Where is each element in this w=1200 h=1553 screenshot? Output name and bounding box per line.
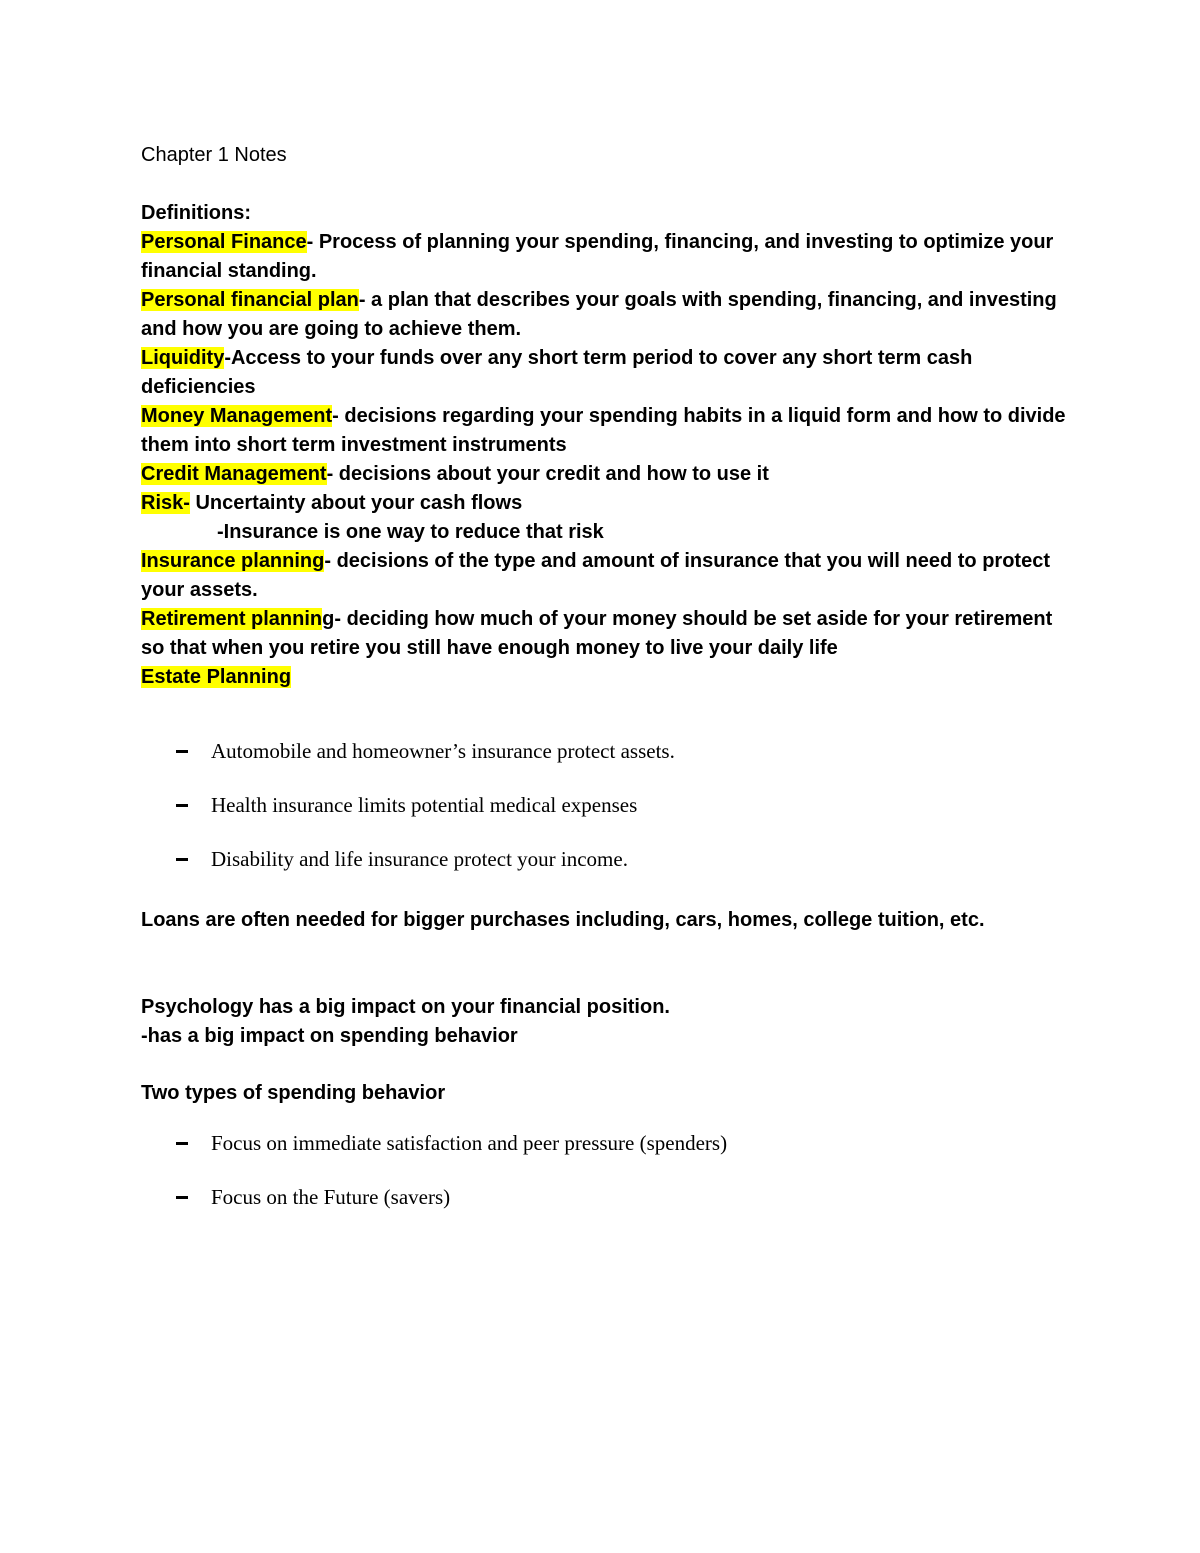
definition-text: - decisions of the type and amount of insurance that you will need to protect your assets. [141, 550, 1050, 601]
psychology-subline: -has a big impact on spending behavior [141, 1025, 518, 1047]
definition-liquidity [141, 344, 1071, 402]
definition-risk [141, 489, 1071, 518]
definition-term: Credit Management [141, 463, 327, 485]
spending-types-heading: Two types of spending behavior [141, 1082, 446, 1104]
page-title: Chapter 1 Notes [141, 144, 287, 166]
definition-text: - a plan that describes your goals with spending, financing, and investing and how you are going to achieve them. [141, 289, 1057, 340]
definition-term: Insurance planning [141, 550, 325, 572]
psychology-line: Psychology has a big impact on your financial position. [141, 996, 670, 1018]
dash-bullet-icon [176, 858, 188, 861]
definition-term-tail: g [322, 608, 335, 630]
definition-term: Estate Planning [141, 666, 292, 688]
list-item-text: Automobile and homeowner’s insurance protect assets. [211, 739, 675, 763]
list-item [141, 791, 1071, 845]
definition-retirement-planning [141, 605, 1071, 663]
dash-bullet-icon [176, 750, 188, 753]
list-item [141, 1129, 1071, 1183]
definition-text: - decisions about your credit and how to use it [326, 463, 769, 485]
definition-insurance-planning [141, 547, 1071, 605]
definition-term: Retirement plannin [141, 608, 323, 630]
definition-personal-financial-plan [141, 286, 1071, 344]
list-item-text: Disability and life insurance protect your income. [211, 847, 628, 871]
list-item-text: Focus on the Future (savers) [211, 1185, 451, 1209]
list-item-text: Focus on immediate satisfaction and peer pressure (spenders) [211, 1131, 728, 1155]
definition-term: Personal financial plan [141, 289, 359, 311]
list-item [141, 845, 1071, 899]
dash-bullet-icon [176, 804, 188, 807]
dash-bullet-icon [176, 1142, 188, 1145]
list-item [141, 737, 1071, 791]
spending-bullet-list [141, 1129, 1071, 1237]
definition-credit-management [141, 460, 1071, 489]
list-item [141, 1183, 1071, 1237]
definition-term: Liquidity [141, 347, 225, 369]
definition-text: - decisions regarding your spending habits in a liquid form and how to divide them into short term investment instruments [141, 405, 1066, 456]
risk-note: -Insurance is one way to reduce that risk [217, 521, 604, 543]
definition-money-management [141, 402, 1071, 460]
definition-text: - Process of planning your spending, financing, and investing to optimize your financial standing. [141, 231, 1054, 282]
list-item-text: Health insurance limits potential medical expenses [211, 793, 638, 817]
definition-term: Personal Finance [141, 231, 307, 253]
definition-text: -Access to your funds over any short term period to cover any short term cash deficiencies [141, 347, 973, 398]
psychology-paragraph [141, 993, 1071, 1051]
definition-estate-planning [141, 663, 1071, 692]
dash-bullet-icon [176, 1196, 188, 1199]
definition-term: Risk- [141, 492, 190, 514]
insurance-bullet-list [141, 737, 1071, 899]
definition-text: Uncertainty about your cash flows [189, 492, 523, 514]
definitions-section [141, 199, 1071, 692]
definition-personal-finance [141, 228, 1071, 286]
definitions-heading: Definitions: [141, 202, 251, 224]
definition-term: Money Management [141, 405, 333, 427]
loans-paragraph: Loans are often needed for bigger purchases including, cars, homes, college tuition, etc. [141, 909, 985, 931]
definition-text: - deciding how much of your money should be set aside for your retirement so that when you retire you still have enough money to live your daily life [141, 608, 1053, 659]
